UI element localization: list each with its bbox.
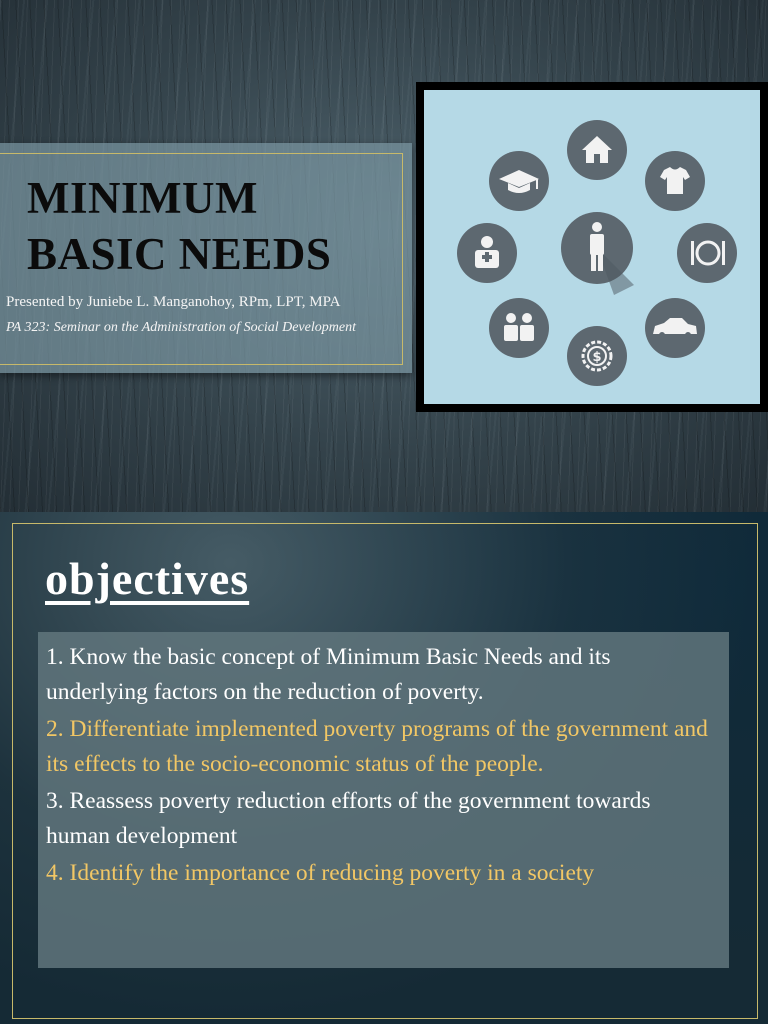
course-text: PA 323: Seminar on the Administration of Social Development — [6, 320, 356, 335]
objectives-panel — [38, 632, 729, 968]
food-icon — [677, 223, 737, 283]
slide-title — [27, 170, 331, 282]
objective-item-2: 2. Differentiate implemented poverty programs of the government and its effects to the socio-economic status of the people. — [46, 716, 708, 777]
money-icon — [567, 326, 627, 386]
illustration-frame — [416, 82, 768, 412]
title-panel — [0, 143, 412, 373]
objective-item-3: 3. Reassess poverty reduction efforts of the government towards human development — [46, 788, 651, 849]
family-icon — [489, 298, 549, 358]
car-icon — [645, 298, 705, 358]
person-icon — [561, 212, 634, 295]
objectives-slide — [0, 512, 768, 1024]
presenter-text: Presented by Juniebe L. Manganohoy, RPm, LPT, MPA — [6, 294, 341, 310]
house-icon — [567, 120, 627, 180]
title-panel-border — [0, 153, 403, 365]
basic-needs-illustration — [424, 90, 760, 404]
svg-text:$: $ — [592, 350, 602, 365]
objective-item-4: 4. Identify the importance of reducing poverty in a society — [46, 860, 595, 886]
objectives-heading: objectives — [45, 553, 250, 604]
objective-item-1: 1. Know the basic concept of Minimum Basic Needs and its underlying factors on the reduction of poverty. — [46, 644, 611, 705]
title-line-1: MINIMUM — [27, 173, 258, 223]
graduation-cap-icon — [489, 151, 549, 211]
doctor-icon — [457, 223, 517, 283]
shirt-icon — [645, 151, 705, 211]
objectives-list — [46, 640, 716, 893]
title-line-2: BASIC NEEDS — [27, 229, 332, 279]
